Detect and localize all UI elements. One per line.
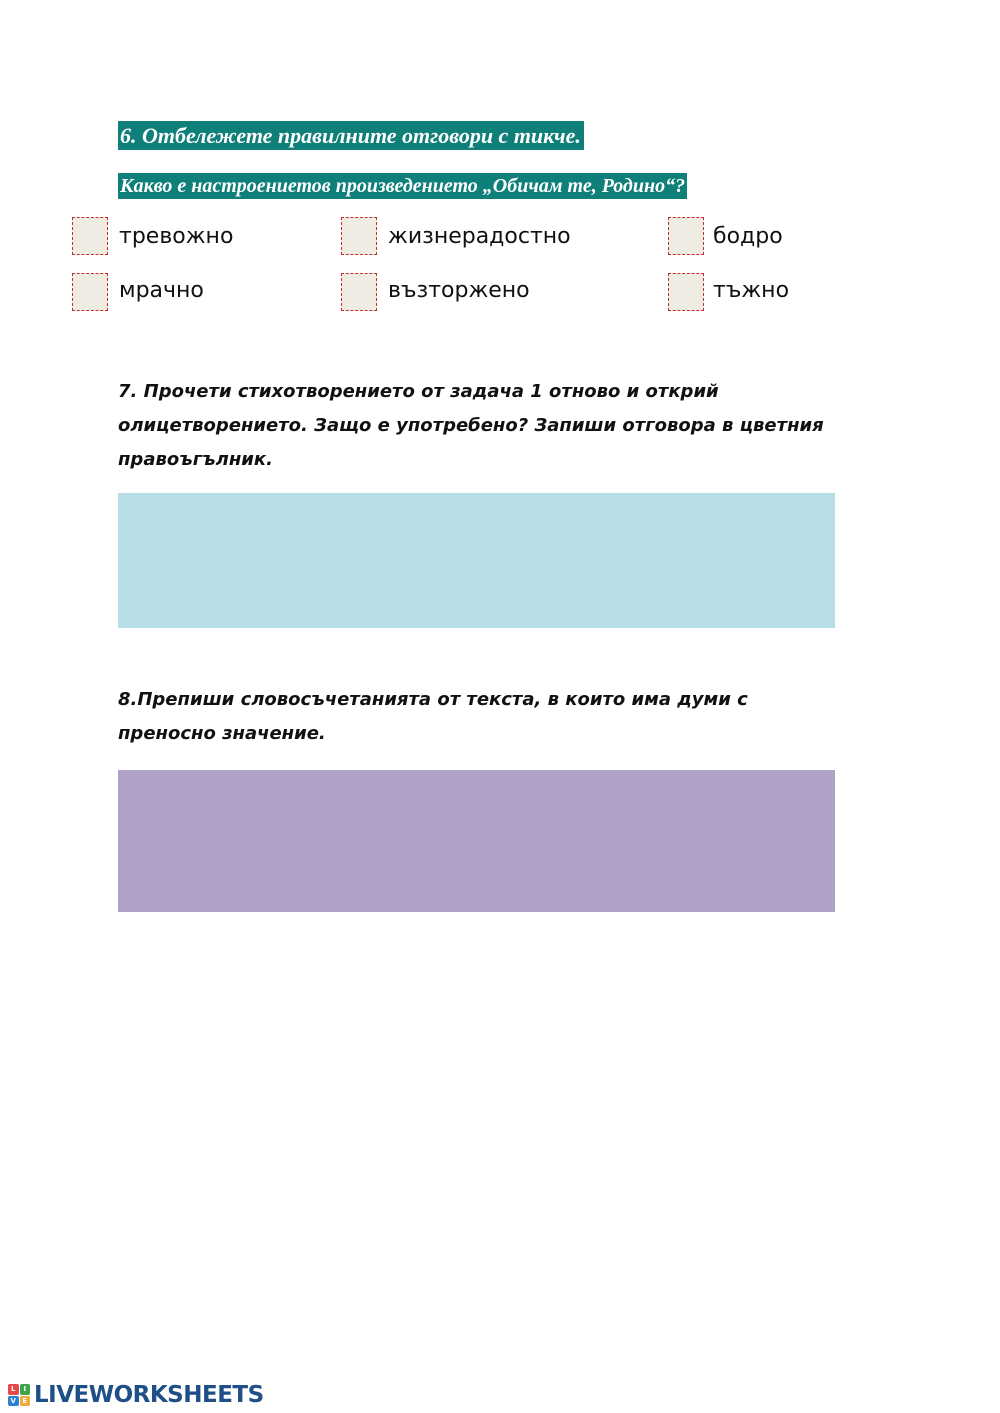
question-7-line-3: правоъгълник. [118, 449, 273, 470]
liveworksheets-logo[interactable] [8, 1381, 264, 1409]
checkbox-trevozhno[interactable] [72, 217, 108, 255]
liveworksheets-logo-text: LIVEWORKSHEETS [34, 1381, 264, 1408]
liveworksheets-logo-icon [8, 1384, 30, 1406]
option-label-bodro: бодро [713, 224, 783, 249]
option-label-trevozhno: тревожно [119, 224, 234, 249]
checkbox-zhizneradostno[interactable] [341, 217, 377, 255]
checkbox-mrachno[interactable] [72, 273, 108, 311]
checkbox-tazhno[interactable] [668, 273, 704, 311]
question-7-line-1: 7. Прочети стихотворението от задача 1 отново и открий [118, 381, 719, 402]
question-6-prompt: Какво е настроениетов произведението „Обичам те, Родино“? [120, 175, 686, 197]
logo-mark-tile-3: V [8, 1396, 19, 1407]
answer-box-question-7[interactable] [118, 493, 835, 628]
logo-mark-tile-1: L [8, 1384, 19, 1395]
logo-mark-tile-4: E [20, 1396, 31, 1407]
option-label-zhizneradostno: жизнерадостно [388, 224, 571, 249]
question-8-line-2: преносно значение. [118, 723, 326, 744]
logo-mark-tile-2: I [20, 1384, 31, 1395]
checkbox-bodro[interactable] [668, 217, 704, 255]
question-8-line-1: 8.Препиши словосъчетанията от текста, в които има думи с [118, 689, 748, 710]
answer-box-question-8[interactable] [118, 770, 835, 912]
option-label-vazторzheno: възторжено [388, 278, 530, 303]
question-7-line-2: олицетворението. Защо е употребено? Запиши отговора в цветния [118, 415, 824, 436]
option-label-mrachno: мрачно [119, 278, 204, 303]
checkbox-vazторzheno[interactable] [341, 273, 377, 311]
question-6-title: 6. Отбележете правилните отговори с тикче. [118, 121, 584, 150]
option-label-tazhno: тъжно [713, 278, 790, 303]
